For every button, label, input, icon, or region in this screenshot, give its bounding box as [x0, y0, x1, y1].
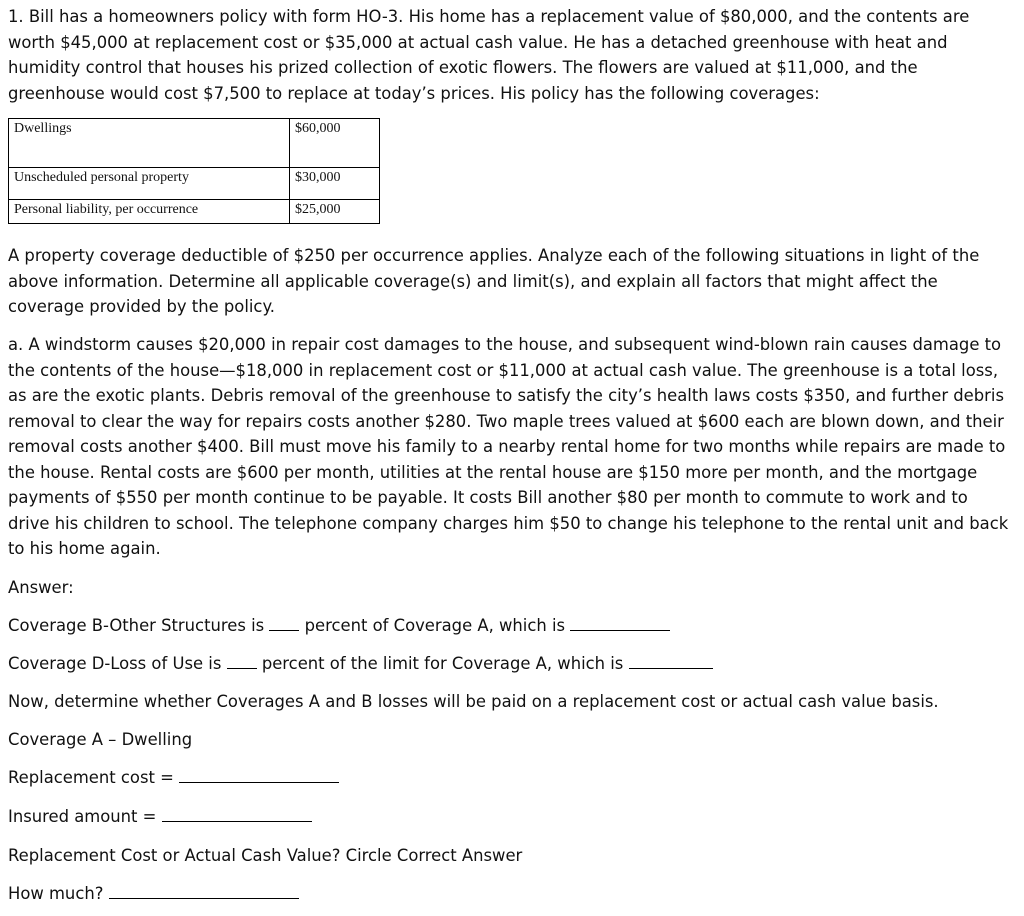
insured-amount-label: Insured amount =	[8, 807, 157, 826]
coverage-d-text-1: Coverage D-Loss of Use is	[8, 654, 222, 673]
coverage-value: $60,000	[290, 119, 380, 168]
table-row	[9, 200, 380, 224]
coverage-d-text-2: percent of the limit for Coverage A, which is	[261, 654, 624, 673]
part-a-paragraph: a. A windstorm causes $20,000 in repair cost damages to the house, and subsequent wind-blown rain causes damage to the contents of the house—$18,000 in replacement cost or $11,000 at actual cash value. The greenhouse is a total loss, as are the exotic plants. Debris removal of the greenhouse to satisfy the city’s health laws costs $350, and further debris removal to clear the way for repairs costs another $280. Two maple trees valued at $600 each are blown down, and their removal costs another $400. Bill must move his family to a nearby rental home for two months while repairs are made to the house. Rental costs are $600 per month, utilities at the rental house are $150 more per month, and the mortgage payments of $550 per month continue to be payable. It costs Bill another $80 per month to commute to work and to drive his children to school. The telephone company charges him $50 to change his telephone to the rental unit and back to his home again.	[8, 335, 1009, 558]
insured-amount-line	[8, 806, 312, 828]
coverage-d-line	[8, 653, 713, 675]
problem-intro: 1. Bill has a homeowners policy with form HO-3. His home has a replacement value of $80,000, and the contents are worth $45,000 at replacement cost or $35,000 at actual cash value. He has a detached greenhouse with heat and humidity control that houses his prized collection of exotic flowers. The flowers are valued at $11,000, and the greenhouse would cost $7,500 to replace at today’s prices. His policy has the following coverages:	[8, 7, 970, 103]
coverage-value: $30,000	[290, 168, 380, 200]
coverage-b-text-2: percent of Coverage A, which is	[304, 616, 566, 635]
insured-amount-blank[interactable]	[162, 807, 312, 822]
coverage-b-text-1: Coverage B-Other Structures is	[8, 616, 265, 635]
replacement-cost-line	[8, 767, 339, 789]
coverage-b-percent-blank[interactable]	[269, 616, 299, 631]
replacement-cost-label: Replacement cost =	[8, 768, 174, 787]
deductible-paragraph: A property coverage deductible of $250 per occurrence applies. Analyze each of the following situations in light of the above information. Determine all applicable coverage(s) and limit(s), and explain all factors that might affect the coverage provided by the policy.	[8, 246, 980, 316]
how-much-blank[interactable]	[109, 884, 299, 899]
coverage-b-amount-blank[interactable]	[570, 616, 670, 631]
coverage-d-amount-blank[interactable]	[629, 654, 713, 669]
coverages-table	[8, 118, 380, 224]
coverage-value: $25,000	[290, 200, 380, 224]
coverage-b-line	[8, 615, 670, 637]
table-row	[9, 119, 380, 168]
coverage-d-percent-blank[interactable]	[227, 654, 257, 669]
coverage-label: Personal liability, per occurrence	[9, 200, 290, 224]
table-row	[9, 168, 380, 200]
replacement-cost-blank[interactable]	[179, 768, 339, 783]
coverage-label: Dwellings	[9, 119, 290, 168]
how-much-line	[8, 883, 299, 905]
coverage-label: Unscheduled personal property	[9, 168, 290, 200]
how-much-label: How much?	[8, 884, 104, 903]
determine-instruction: Now, determine whether Coverages A and B losses will be paid on a replacement cost or actual cash value basis.	[8, 692, 939, 711]
coverage-a-heading: Coverage A – Dwelling	[8, 730, 193, 749]
rc-or-acv-question: Replacement Cost or Actual Cash Value? Circle Correct Answer	[8, 846, 523, 865]
answer-label: Answer:	[8, 578, 74, 597]
